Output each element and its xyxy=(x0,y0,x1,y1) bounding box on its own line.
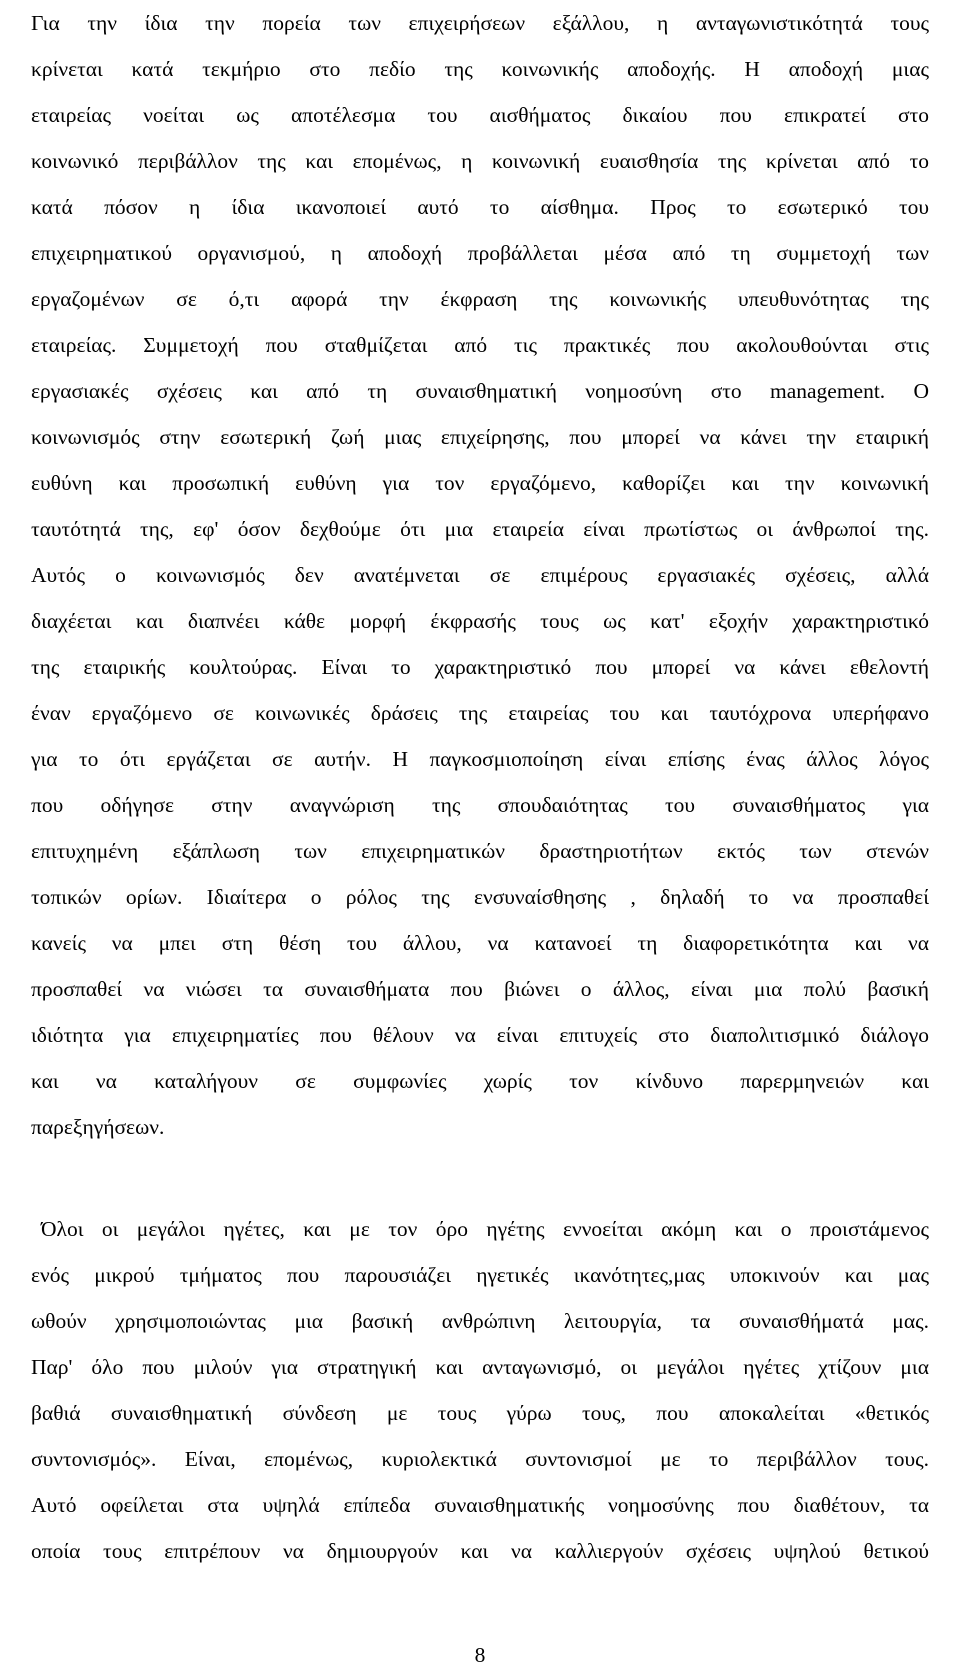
text-line: Αυτό οφείλεται στα υψηλά επίπεδα συναισθηματικής νοημοσύνης που διαθέτουν, τα xyxy=(31,1493,929,1517)
text-line: έναν εργαζόμενο σε κοινωνικές δράσεις της εταιρείας του και ταυτόχρονα υπερήφανο xyxy=(31,701,929,725)
text-line: Για την ίδια την πορεία των επιχειρήσεων εξάλλου, η ανταγωνιστικότητά τους xyxy=(31,11,929,35)
page-number: 8 xyxy=(474,1643,486,1667)
paragraph-2 xyxy=(31,1206,929,1574)
text-line: ταυτότητά της, εφ' όσον δεχθούμε ότι μια εταιρεία είναι πρωτίστως οι άνθρωποί της. xyxy=(31,517,929,541)
text-line: επιχειρηματικού οργανισμού, η αποδοχή προβάλλεται μέσα από τη συμμετοχή των xyxy=(31,241,929,265)
paragraph-1 xyxy=(31,0,929,1150)
text-line: κατά πόσον η ίδια ικανοποιεί αυτό το αίσθημα. Προς το εσωτερικό του xyxy=(31,195,929,219)
text-line: κοινωνισμός στην εσωτερική ζωή μιας επιχείρησης, που μπορεί να κάνει την εταιρική xyxy=(31,425,929,449)
text-line: για το ότι εργάζεται σε αυτήν. Η παγκοσμιοποίηση είναι επίσης ένας άλλος λόγος xyxy=(31,747,929,771)
text-line: διαχέεται και διαπνέει κάθε μορφή έκφρασής τους ως κατ' εξοχήν χαρακτηριστικό xyxy=(31,609,929,633)
text-line: κοινωνικό περιβάλλον της και επομένως, η κοινωνική ευαισθησία της κρίνεται από το xyxy=(31,149,929,173)
text-line: βαθιά συναισθηματική σύνδεση με τους γύρω τους, που αποκαλείται «θετικός xyxy=(31,1401,929,1425)
text-line: ωθούν χρησιμοποιώντας μια βασική ανθρώπινη λειτουργία, τα συναισθήματά μας. xyxy=(31,1309,929,1333)
text-line: εταιρείας. Συμμετοχή που σταθμίζεται από τις πρακτικές που ακολουθούνται στις xyxy=(31,333,929,357)
text-line: Αυτός ο κοινωνισμός δεν ανατέμνεται σε επιμέρους εργασιακές σχέσεις, αλλά xyxy=(31,563,929,587)
text-line: προσπαθεί να νιώσει τα συναισθήματα που βιώνει ο άλλος, είναι μια πολύ βασική xyxy=(31,977,929,1001)
text-line: εργαζομένων σε ό,τι αφορά την έκφραση της κοινωνικής υπευθυνότητας της xyxy=(31,287,929,311)
text-line: τοπικών ορίων. Ιδιαίτερα ο ρόλος της ενσυναίσθησης , δηλαδή το να προσπαθεί xyxy=(31,885,929,909)
text-line: επιτυχημένη εξάπλωση των επιχειρηματικών δραστηριοτήτων εκτός των στενών xyxy=(31,839,929,863)
text-line: Όλοι οι μεγάλοι ηγέτες, και με τον όρο ηγέτης εννοείται ακόμη και ο προιστάμενος xyxy=(41,1217,929,1241)
text-line: εργασιακές σχέσεις και από τη συναισθηματική νοημοσύνη στο management. Ο xyxy=(31,379,929,403)
text-line: συντονισμός». Είναι, επομένως, κυριολεκτικά συντονισμοί με το περιβάλλον τους. xyxy=(31,1447,929,1471)
text-line: ευθύνη και προσωπική ευθύνη για τον εργαζόμενο, καθορίζει και την κοινωνική xyxy=(31,471,929,495)
text-line: κανείς να μπει στη θέση του άλλου, να κατανοεί τη διαφορετικότητα και να xyxy=(31,931,929,955)
text-line: της εταιρικής κουλτούρας. Είναι το χαρακτηριστικό που μπορεί να κάνει εθελοντή xyxy=(31,655,929,679)
text-line: παρεξηγήσεων. xyxy=(31,1115,165,1139)
text-line: εταιρείας νοείται ως αποτέλεσμα του αισθήματος δικαίου που επικρατεί στο xyxy=(31,103,929,127)
text-line: οποία τους επιτρέπουν να δημιουργούν και να καλλιεργούν σχέσεις υψηλού θετικού xyxy=(31,1539,929,1563)
text-line: και να καταλήγουν σε συμφωνίες χωρίς τον κίνδυνο παρερμηνειών και xyxy=(31,1069,929,1093)
text-line: Παρ' όλο που μιλούν για στρατηγική και ανταγωνισμό, οι μεγάλοι ηγέτες χτίζουν μια xyxy=(31,1355,929,1379)
text-line: κρίνεται κατά τεκμήριο στο πεδίο της κοινωνικής αποδοχής. Η αποδοχή μιας xyxy=(31,57,929,81)
text-line: που οδήγησε στην αναγνώριση της σπουδαιότητας του συναισθήματος για xyxy=(31,793,929,817)
text-line: ιδιότητα για επιχειρηματίες που θέλουν να είναι επιτυχείς στο διαπολιτισμικό διάλογο xyxy=(31,1023,929,1047)
text-line: ενός μικρού τμήματος που παρουσιάζει ηγετικές ικανότητες,μας υποκινούν και μας xyxy=(31,1263,929,1287)
